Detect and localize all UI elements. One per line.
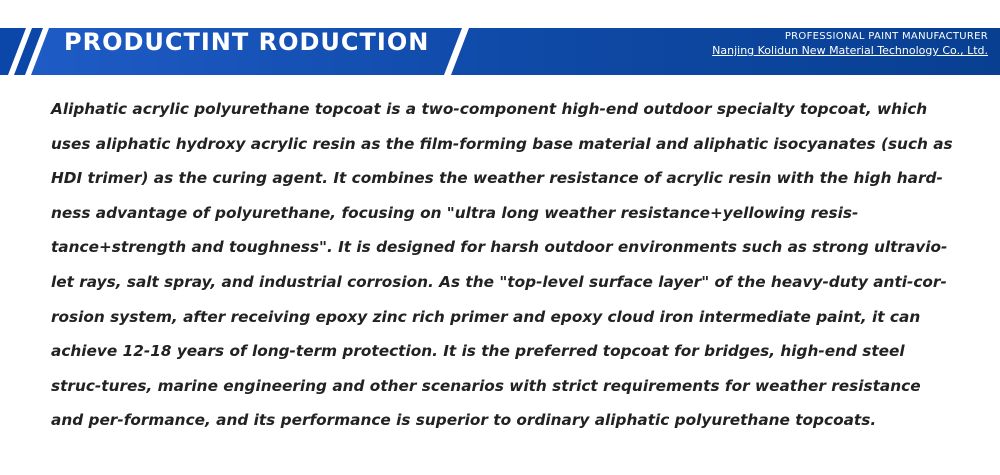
company-tagline: PROFESSIONAL PAINT MANUFACTURER	[784, 31, 988, 42]
header-banner	[0, 0, 1000, 75]
page-title: PRODUCTINT RODUCTION	[64, 28, 430, 56]
company-name: Nanjing Kolidun New Material Technology Co., Ltd.	[712, 44, 988, 57]
company-block	[712, 30, 988, 58]
product-description: Aliphatic acrylic polyurethane topcoat is a two-component high-end outdoor specialty topcoat, which uses aliphatic hydroxy acrylic resin as the film-forming base material and aliphatic isocyanates (such as HDI trimer) as the curing agent. It combines the weather resistance of acrylic resin with the high hard-ness advantage of polyurethane, focusing on "ultra long weather resistance+yellowing resis-tance+strength and toughness". It is designed for harsh outdoor environments such as strong ultravio-let rays, salt spray, and industrial corrosion. As the "top-level surface layer" of the heavy-duty anti-cor-rosion system, after receiving epoxy zinc rich primer and epoxy cloud iron intermediate paint, it can achieve 12-18 years of long-term protection. It is the preferred topcoat for bridges, high-end steel struc-tures, marine engineering and other scenarios with strict requirements for weather resistance and per-formance, and its performance is superior to ordinary aliphatic polyurethane topcoats.	[51, 100, 953, 430]
